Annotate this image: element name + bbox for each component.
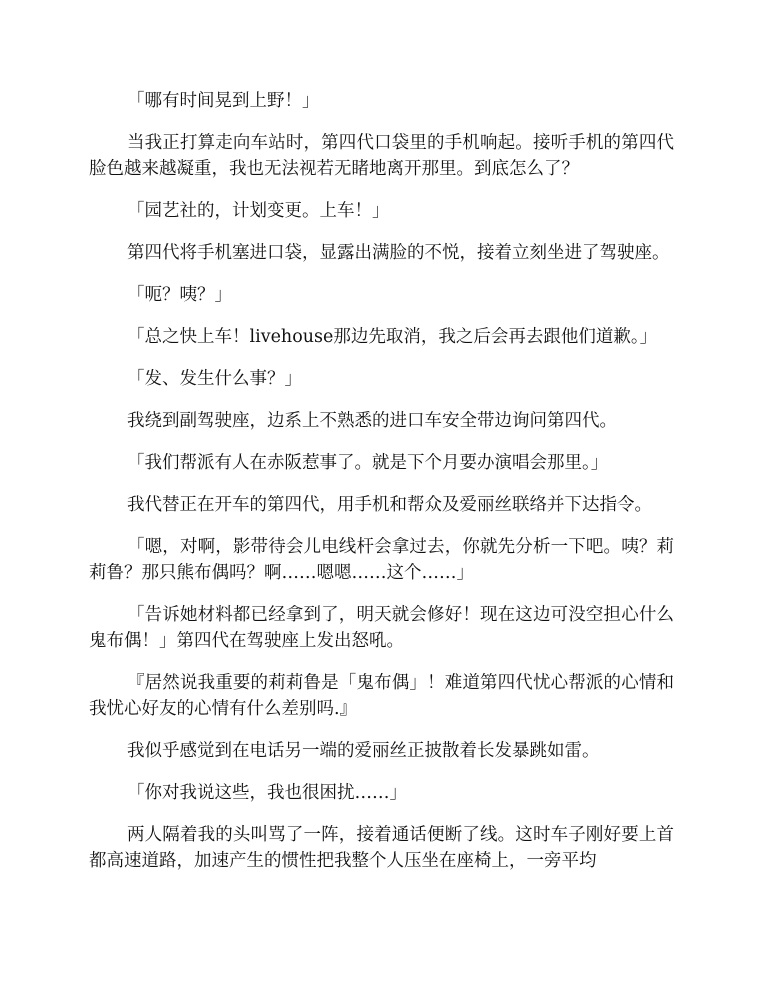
- paragraph: 「园艺社的，计划变更。上车！」: [127, 201, 390, 221]
- paragraph: 「发、发生什么事？」: [127, 369, 302, 389]
- paragraph: 第四代将手机塞进口袋，显露出满脸的不悦，接着立刻坐进了驾驶座。: [127, 243, 670, 263]
- paragraph: 「哪有时间晃到上野！」: [127, 91, 320, 111]
- paragraph: 我代替正在开车的第四代，用手机和帮众及爱丽丝联络并下达指令。: [127, 495, 652, 515]
- paragraph: 当我正打算走向车站时，第四代口袋里的手机响起。接听手机的第四代脸色越来越凝重，我也无法视若无睹地离开那里。到底怎么了？: [89, 133, 674, 179]
- paragraph: 「我们帮派有人在赤阪惹事了。就是下个月要办演唱会那里。」: [127, 453, 609, 473]
- novel-text-body: [89, 88, 674, 890]
- paragraph: 『居然说我重要的莉莉鲁是「鬼布偶」！难道第四代忧心帮派的心情和我忧心好友的心情有什么差别吗.』: [89, 673, 674, 719]
- paragraph: 「嗯，对啊，影带待会儿电线杆会拿过去，你就先分析一下吧。咦？莉莉鲁？那只熊布偶吗？啊……嗯嗯……这个……」: [89, 537, 674, 583]
- paragraph: 「告诉她材料都已经拿到了，明天就会修好！现在这边可没空担心什么鬼布偶！」第四代在驾驶座上发出怒吼。: [89, 605, 674, 651]
- paragraph: 我绕到副驾驶座，边系上不熟悉的进口车安全带边询问第四代。: [127, 411, 617, 431]
- paragraph: 「你对我说这些，我也很困扰……」: [127, 783, 407, 803]
- paragraph: 两人隔着我的头叫骂了一阵，接着通话便断了线。这时车子刚好要上首都高速道路，加速产生的惯性把我整个人压坐在座椅上，一旁平均: [89, 825, 674, 871]
- paragraph: 我似乎感觉到在电话另一端的爱丽丝正披散着长发暴跳如雷。: [127, 741, 600, 761]
- paragraph: 「总之快上车！livehouse那边先取消，我之后会再去跟他们道歉。」: [127, 327, 658, 347]
- paragraph: 「呃？咦？」: [127, 285, 232, 305]
